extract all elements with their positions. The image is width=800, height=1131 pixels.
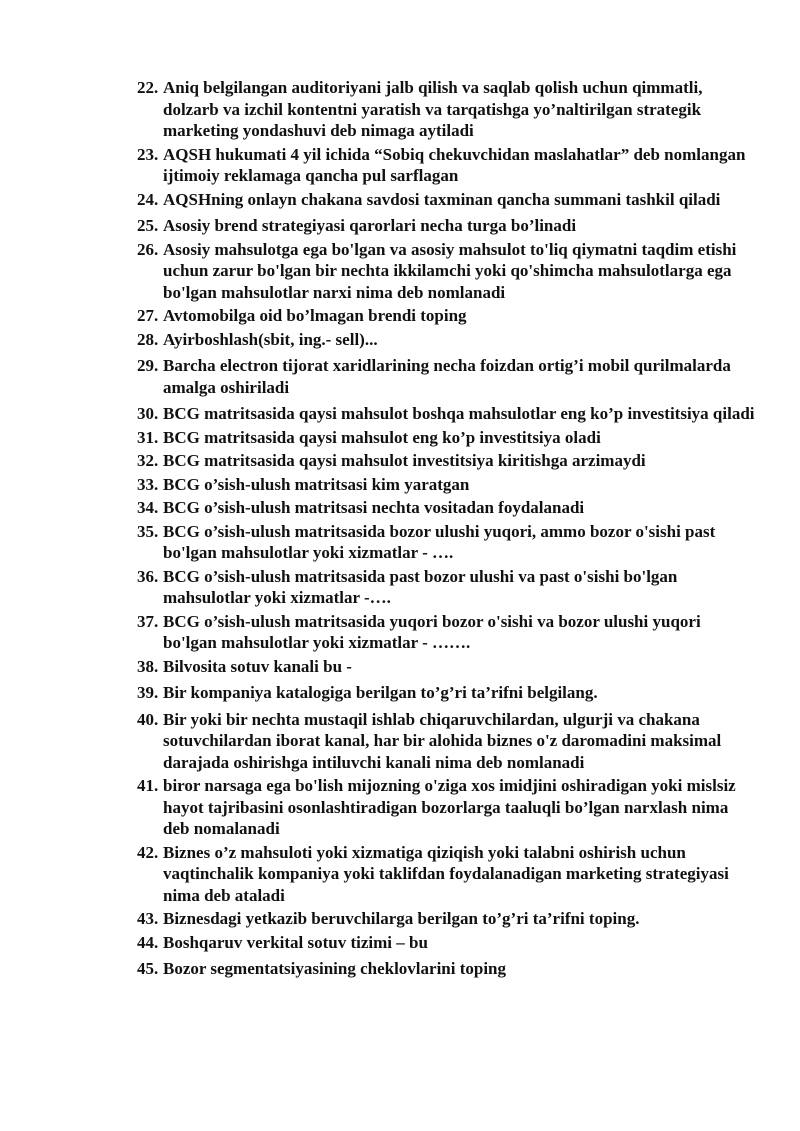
question-text: Barcha electron tijorat xaridlarining necha foizdan ortig’i mobil qurilmalarda amalga oshiriladi <box>163 356 731 397</box>
question-item-22 <box>137 77 757 142</box>
question-number: 42. <box>137 842 159 862</box>
question-number: 31. <box>137 427 159 447</box>
question-number: 28. <box>137 329 159 349</box>
question-item-35 <box>137 521 757 564</box>
question-item-38 <box>137 656 757 678</box>
question-item-41 <box>137 775 757 840</box>
question-number: 32. <box>137 451 159 470</box>
question-item-25 <box>137 215 757 237</box>
question-number: 37. <box>137 611 159 631</box>
question-text: BCG matritsasida qaysi mahsulot investitsiya kiritishga arzimaydi <box>163 451 646 470</box>
question-number: 44. <box>137 932 159 952</box>
question-item-26 <box>137 239 757 304</box>
question-number: 29. <box>137 356 159 375</box>
question-item-32 <box>137 450 757 472</box>
question-item-45 <box>137 958 757 980</box>
question-item-42 <box>137 842 757 907</box>
question-text: BCG o’sish-ulush matritsasida past bozor ulushi va past o'sishi bo'lgan mahsulotlar yoki xizmatlar -…. <box>163 566 678 607</box>
question-text: Bir kompaniya katalogiga berilgan to’g’ri ta’rifni belgilang. <box>163 683 598 702</box>
question-number: 26. <box>137 239 159 259</box>
question-number: 38. <box>137 656 159 676</box>
question-number: 34. <box>137 498 159 517</box>
question-text: Asosiy mahsulotga ega bo'lgan va asosiy mahsulot to'liq qiymatni taqdim etishi uchun zarur bo'lgan bir nechta ikkilamchi yoki qo'shimcha mahsulotlarga ega bo'lgan mahsulotlar narxi nima deb nomlanadi <box>163 239 737 302</box>
question-number: 27. <box>137 306 159 325</box>
question-text: Ayirboshlash(sbit, ing.- sell)... <box>163 329 378 349</box>
question-number: 35. <box>137 521 159 541</box>
question-number: 23. <box>137 144 159 164</box>
question-number: 30. <box>137 404 159 423</box>
question-text: BCG o’sish-ulush matritsasi nechta vositadan foydalanadi <box>163 498 585 517</box>
question-item-36 <box>137 566 757 609</box>
question-text: AQSH hukumati 4 yil ichida “Sobiq chekuvchidan maslahatlar” deb nomlangan ijtimoiy reklamaga qancha pul sarflagan <box>163 144 746 185</box>
question-text: Biznes o’z mahsuloti yoki xizmatiga qiziqish yoki talabni oshirish uchun vaqtinchalik kompaniya yoki taklifdan foydalanadigan marketing strategiyasi nima deb ataladi <box>163 842 729 905</box>
question-text: BCG o’sish-ulush matritsasida yuqori bozor o'sishi va bozor ulushi yuqori bo'lgan mahsulotlar yoki xizmatlar - ……. <box>163 611 701 652</box>
question-number: 45. <box>137 959 159 978</box>
question-text: Aniq belgilangan auditoriyani jalb qilish va saqlab qolish uchun qimmatli, dolzarb va izchil kontentni yaratish va tarqatishga yo’naltirilgan strategik marketing yondashuvi deb nimaga aytiladi <box>163 78 703 140</box>
question-item-37 <box>137 611 757 654</box>
question-item-24 <box>137 189 757 211</box>
question-number: 24. <box>137 189 159 209</box>
question-text: Avtomobilga oid bo’lmagan brendi toping <box>163 306 467 325</box>
question-item-30 <box>137 403 757 425</box>
question-text: BCG o’sish-ulush matritsasida bozor ulushi yuqori, ammo bozor o'sishi past bo'lgan mahsulotlar yoki xizmatlar - …. <box>163 521 716 562</box>
question-item-29 <box>137 355 757 398</box>
question-item-44 <box>137 932 757 954</box>
question-number: 25. <box>137 216 159 235</box>
question-item-33 <box>137 474 757 496</box>
question-number: 39. <box>137 683 159 702</box>
question-item-27 <box>137 305 757 327</box>
question-number: 41. <box>137 776 159 795</box>
question-text: AQSHning onlayn chakana savdosi taxminan qancha summani tashkil qiladi <box>163 189 721 209</box>
question-text: Boshqaruv verkital sotuv tizimi – bu <box>163 932 428 952</box>
question-item-31 <box>137 427 757 449</box>
question-number: 33. <box>137 474 159 494</box>
question-text: Biznesdagi yetkazib beruvchilarga berilgan to’g’ri ta’rifni toping. <box>163 909 640 928</box>
question-item-43 <box>137 908 757 930</box>
question-item-39 <box>137 682 757 704</box>
question-text: BCG o’sish-ulush matritsasi kim yaratgan <box>163 474 470 494</box>
question-list <box>137 77 757 982</box>
question-item-40 <box>137 709 757 774</box>
question-text: Asosiy brend strategiyasi qarorlari necha turga bo’linadi <box>163 216 577 235</box>
question-item-23 <box>137 144 757 187</box>
question-text: Bilvosita sotuv kanali bu - <box>163 656 352 676</box>
question-item-34 <box>137 497 757 519</box>
question-text: Bozor segmentatsiyasining cheklovlarini toping <box>163 959 507 978</box>
question-text: BCG matritsasida qaysi mahsulot boshqa mahsulotlar eng ko’p investitsiya qiladi <box>163 404 755 423</box>
question-text: Bir yoki bir nechta mustaqil ishlab chiqaruvchilardan, ulgurji va chakana sotuvchilardan iborat kanal, har bir alohida biznes o'z daromadini maksimal darajada oshirishga intiluvchi kanali nima deb nomlanadi <box>163 709 722 772</box>
question-number: 36. <box>137 566 159 586</box>
question-number: 22. <box>137 78 159 97</box>
question-item-28 <box>137 329 757 351</box>
question-text: biror narsaga ega bo'lish mijozning o'ziga xos imidjini oshiradigan yoki mislsiz hayot tajribasini osonlashtiradigan bozorlarga taaluqli bo’lgan narxlash nima deb nomalanadi <box>163 776 736 838</box>
question-number: 43. <box>137 909 159 928</box>
question-text: BCG matritsasida qaysi mahsulot eng ko’p investitsiya oladi <box>163 427 601 447</box>
question-number: 40. <box>137 709 159 729</box>
